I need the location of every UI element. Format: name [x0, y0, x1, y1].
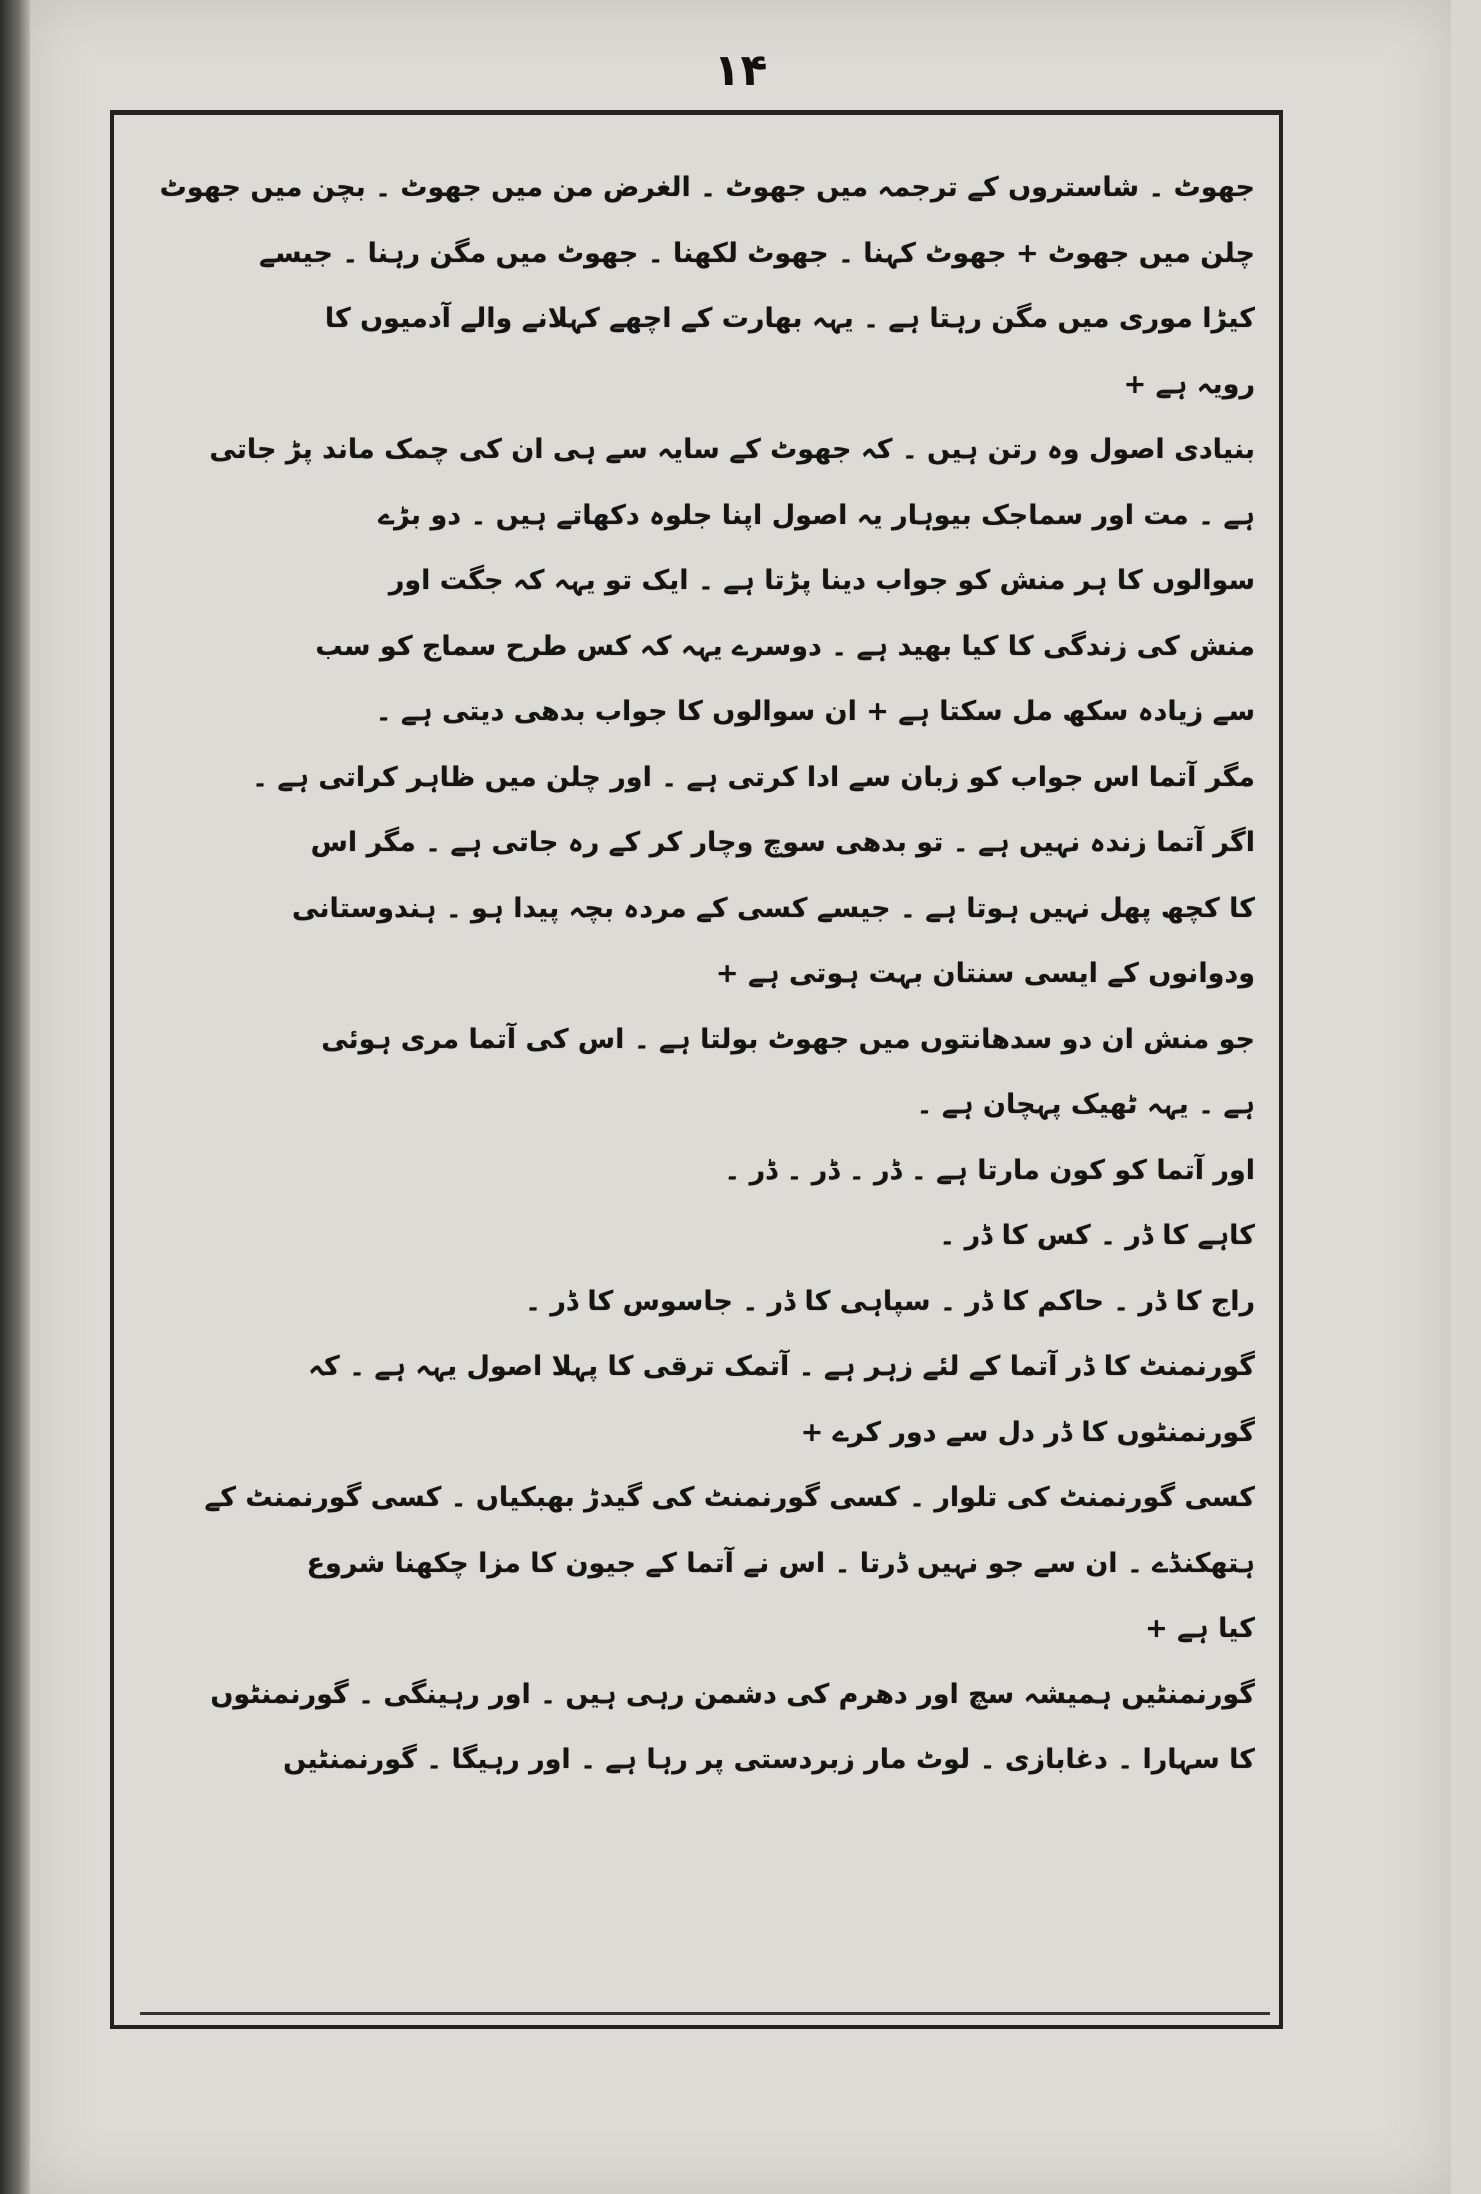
text-line: گورنمنٹیں ہمیشہ سچ اور دھرم کی دشمن رہی ہیں ۔ اور رہینگی ۔ گورنمنٹوں	[210, 1678, 1255, 1710]
text-line: سے زیادہ سکھ مل سکتا ہے + ان سوالوں کا جواب بدھی دیتی ہے ۔	[375, 696, 1255, 727]
text-line: ہے ۔ مت اور سماجک بیوہار یہ اصول اپنا جلوہ دکھاتے ہیں ۔ دو بڑے	[378, 499, 1255, 531]
book-gutter-shadow	[0, 0, 30, 2194]
handwritten-body-text	[140, 155, 1255, 1793]
text-line: گورنمنٹ کا ڈر آتما کے لئے زہر ہے ۔ آتمک ترقی کا پہلا اصول یہہ ہے ۔ کہ	[308, 1351, 1255, 1382]
text-line: جو منش ان دو سدھانتوں میں جھوٹ بولتا ہے ۔ اس کی آتما مری ہوئی	[321, 1023, 1255, 1055]
text-line: کیا ہے +	[1145, 1613, 1255, 1644]
text-line: کا سہارا ۔ دغابازی ۔ لوٹ مار زبردستی پر رہا ہے ۔ اور رہیگا ۔ گورنمنٹیں	[283, 1744, 1255, 1775]
text-line: کا کچھ پھل نہیں ہوتا ہے ۔ جیسے کسی کے مردہ بچہ پیدا ہو ۔ ہندوستانی	[292, 892, 1255, 924]
bottom-rule	[140, 2012, 1270, 2015]
text-line: کیڑا موری میں مگن رہتا ہے ۔ یہہ بھارت کے اچھے کہلانے والے آدمیوں کا	[324, 303, 1255, 334]
text-line: کسی گورنمنٹ کی تلوار ۔ کسی گورنمنٹ کی گیدڑ بھبکیاں ۔ کسی گورنمنٹ کے	[204, 1482, 1255, 1513]
text-line: رویہ ہے +	[1123, 368, 1255, 400]
text-line: راج کا ڈر ۔ حاکم کا ڈر ۔ سپاہی کا ڈر ۔ جاسوس کا ڈر ۔	[525, 1285, 1255, 1317]
text-line: کاہے کا ڈر ۔ کس کا ڈر ۔	[939, 1220, 1255, 1251]
text-line: مگر آتما اس جواب کو زبان سے ادا کرتی ہے ۔ اور چلن میں ظاہر کراتی ہے ۔	[252, 761, 1255, 793]
text-line: منش کی زندگی کا کیا بھید ہے ۔ دوسرے یہہ کہ کس طرح سماج کو سب	[315, 630, 1255, 662]
text-line: سوالوں کا ہر منش کو جواب دینا پڑتا ہے ۔ ایک تو یہہ کہ جگت اور	[388, 565, 1255, 596]
page-number: ۱۴	[713, 45, 768, 96]
text-line: ہتھکنڈے ۔ ان سے جو نہیں ڈرتا ۔ اس نے آتما کے جیون کا مزا چکھنا شروع	[306, 1547, 1255, 1579]
text-line: بنیادی اصول وہ رتن ہیں ۔ کہ جھوٹ کے سایہ سے ہی ان کی چمک ماند پڑ جاتی	[209, 434, 1255, 465]
text-line: اور آتما کو کون مارتا ہے ۔ ڈر ۔ ڈر ۔ ڈر ۔	[724, 1154, 1255, 1186]
text-line: ہے ۔ یہہ ٹھیک پہچان ہے ۔	[916, 1089, 1255, 1120]
text-line: گورنمنٹوں کا ڈر دل سے دور کرے +	[800, 1416, 1255, 1448]
text-line: چلن میں جھوٹ + جھوٹ کہنا ۔ جھوٹ لکھنا ۔ جھوٹ میں مگن رہنا ۔ جیسے	[259, 237, 1255, 269]
text-line: جھوٹ ۔ شاستروں کے ترجمہ میں جھوٹ ۔ الغرض من میں جھوٹ ۔ بچن میں جھوٹ	[159, 172, 1255, 203]
text-line: اگر آتما زندہ نہیں ہے ۔ تو بدھی سوچ وچار کر کے رہ جاتی ہے ۔ مگر اس	[310, 827, 1255, 858]
text-line: ودوانوں کے ایسی سنتان بہت ہوتی ہے +	[715, 958, 1255, 989]
